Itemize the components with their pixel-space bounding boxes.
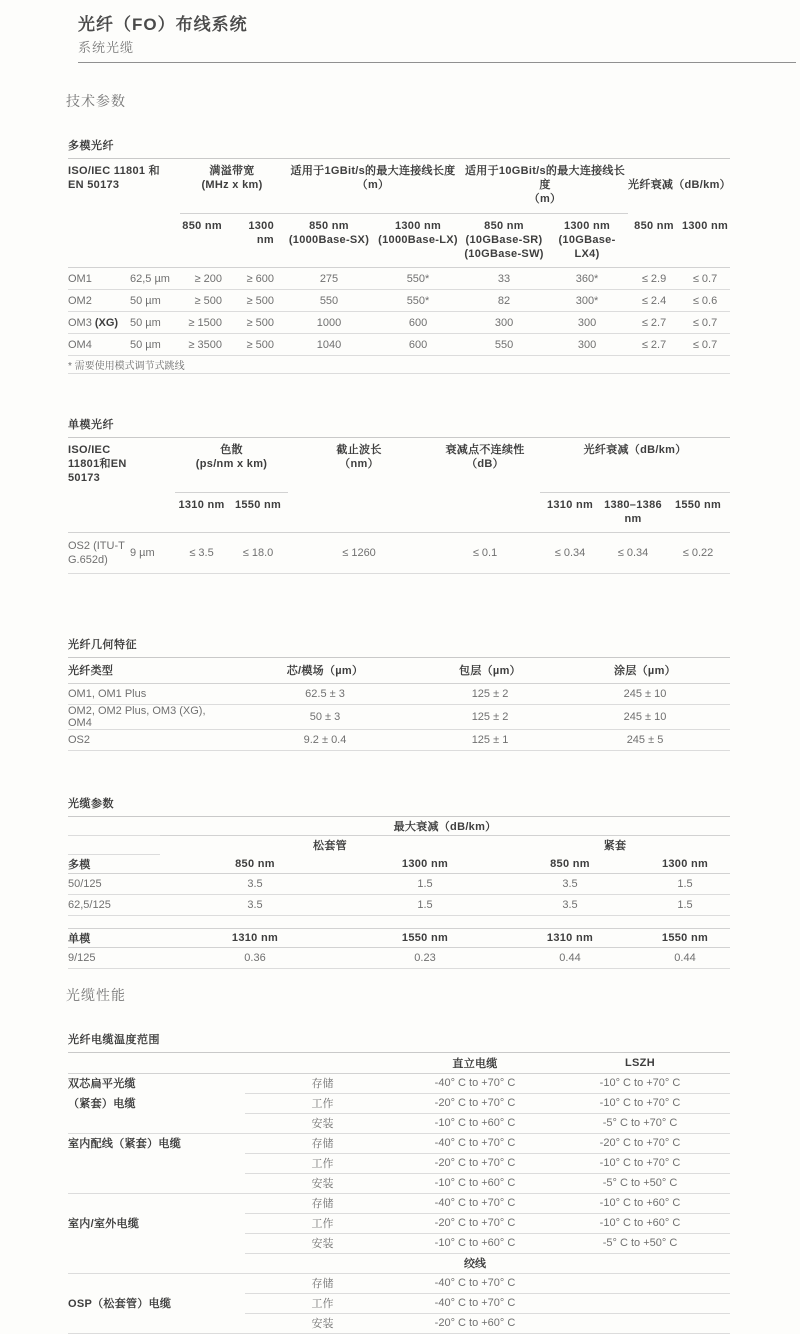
- header-line: (ps/nm x km): [195, 458, 268, 470]
- cell: ≤ 2.7: [628, 334, 680, 356]
- cell: 62.5 ± 3: [230, 683, 420, 704]
- cell: ≤ 0.34: [600, 532, 666, 573]
- table-row: [68, 855, 730, 874]
- standard-line: ISO/IEC: [68, 444, 111, 456]
- cell: 82: [462, 290, 546, 312]
- fiber-type-line: G.652d): [68, 553, 108, 566]
- cell: 1040: [284, 334, 374, 356]
- cell: 300*: [546, 290, 628, 312]
- cable-params-block: [68, 795, 730, 970]
- header-cell-empty: [68, 492, 175, 532]
- header-cell-1300: 1300 nm: [350, 855, 500, 874]
- cell-fiber-type: [68, 312, 130, 334]
- cell: 245 ± 10: [560, 683, 730, 704]
- cell: ≤ 0.7: [680, 334, 730, 356]
- table-row: [68, 817, 730, 836]
- cell: 300: [546, 334, 628, 356]
- cell: ≤ 1260: [288, 532, 430, 573]
- cell: 0.23: [350, 948, 500, 969]
- fiber-type-suffix: (XG): [94, 316, 119, 329]
- cell: 125 ± 2: [420, 704, 560, 729]
- header-cell-singlemode: 单模: [68, 929, 160, 948]
- header-cell-1300-lx4: [546, 214, 628, 268]
- cell: 550*: [374, 290, 462, 312]
- header-line: 850 nm: [309, 220, 349, 232]
- cell-empty: [68, 1193, 245, 1213]
- header-line: 850 nm: [484, 220, 524, 232]
- header-line: (1000Base-SX): [288, 234, 370, 246]
- table-row: [68, 438, 730, 492]
- cell-empty: [68, 1233, 245, 1253]
- cell: ≥ 3500: [180, 334, 232, 356]
- cell-empty: [68, 1173, 245, 1193]
- cell-condition: 安装: [245, 1313, 400, 1333]
- cell: 245 ± 5: [560, 729, 730, 750]
- table-row: [68, 704, 730, 729]
- content-performance: [68, 1031, 730, 1334]
- table-row-om2: [68, 290, 730, 312]
- header-cell-1300: 1300 nm: [232, 214, 284, 268]
- cell: 275: [284, 268, 374, 290]
- cell: ≥ 500: [232, 312, 284, 334]
- page-title: 光纤（FO）布线系统: [78, 15, 248, 34]
- cell-riser-temp: -40° C to +70° C: [400, 1193, 550, 1213]
- singlemode-table-block: [68, 416, 730, 574]
- header-cell-cladding: 包层（µm）: [420, 658, 560, 684]
- cell-fiber-type: [68, 290, 130, 312]
- cell-core: 50 µm: [130, 334, 180, 356]
- cell-condition: 工作: [245, 1293, 400, 1313]
- standard-line: EN 50173: [68, 179, 120, 191]
- table-caption: 光纤电缆温度范围: [68, 1031, 730, 1053]
- header-cell-attenuation: 光纤衰减（dB/km）: [540, 438, 730, 492]
- cell-core: 9 µm: [130, 532, 175, 573]
- header-line: 色散: [220, 444, 243, 456]
- table-row-om1: [68, 268, 730, 290]
- temperature-table-block: [68, 1031, 730, 1334]
- cell-condition: 存储: [245, 1193, 400, 1213]
- cell: ≤ 2.4: [628, 290, 680, 312]
- table-row-om3: [68, 312, 730, 334]
- table-row: [68, 159, 730, 214]
- geometry-table-block: [68, 636, 730, 751]
- table-row-om4: [68, 334, 730, 356]
- cell: ≥ 1500: [180, 312, 232, 334]
- table-row: [68, 1133, 730, 1153]
- header-cell-empty: [68, 214, 180, 268]
- header-cell-1550: 1550 nm: [228, 492, 288, 532]
- header-cell-empty: [245, 1053, 400, 1073]
- cell: 1.5: [640, 895, 730, 916]
- cell-condition: 存储: [245, 1133, 400, 1153]
- cell-cable-type: （紧套）电缆: [68, 1098, 136, 1110]
- cell-condition: 存储: [245, 1073, 400, 1093]
- cell: ≤ 0.7: [680, 312, 730, 334]
- cell-riser-temp: -10° C to +60° C: [400, 1113, 550, 1133]
- table-row-os2: [68, 532, 730, 573]
- multimode-table: [68, 159, 730, 374]
- cell: 9.2 ± 0.4: [230, 729, 420, 750]
- header-cell-bandwidth: [180, 159, 284, 214]
- header-cell-850: 850 nm: [500, 855, 640, 874]
- table-row: [68, 1293, 730, 1313]
- cell: ≤ 0.7: [680, 268, 730, 290]
- cell: 125 ± 2: [420, 683, 560, 704]
- header-cell-empty: [430, 492, 540, 532]
- table-row: [68, 895, 730, 916]
- cell-riser-temp: -40° C to +70° C: [400, 1073, 550, 1093]
- header-line: (1000Base-LX): [378, 234, 458, 246]
- table-caption: 光纤几何特征: [68, 636, 730, 658]
- multimode-table-block: [68, 137, 730, 374]
- footnote: * 需要使用模式调节式跳线: [68, 356, 730, 374]
- header-cell-standard: [68, 159, 180, 214]
- header-cell-fiber-type: 光纤类型: [68, 658, 230, 684]
- header-cell-tight-buffer: 紧套: [603, 840, 627, 853]
- header-line: 适用于10GBit/s的最大连接线长度: [465, 165, 626, 191]
- header-cell-850: 850 nm: [180, 214, 232, 268]
- standard-line: ISO/IEC 11801 和: [68, 165, 160, 177]
- table-row: [68, 1113, 730, 1133]
- cell-lszh-temp: -10° C to +60° C: [550, 1193, 730, 1213]
- header-cell-850-sr-sw: [462, 214, 546, 268]
- table-row: [68, 683, 730, 704]
- section-heading-tech: 技术参数: [66, 93, 126, 109]
- cell-condition: 安装: [245, 1113, 400, 1133]
- header-cell-core-mode-field: 芯/模场（µm）: [230, 658, 420, 684]
- header-line: 满溢带宽: [209, 165, 255, 177]
- header-cell-discontinuity: [430, 438, 540, 492]
- cell-lszh-temp: [550, 1313, 730, 1333]
- cell-lszh-temp: -10° C to +60° C: [550, 1213, 730, 1233]
- header-cell-1310: 1310 nm: [500, 929, 640, 948]
- cell: 360*: [546, 268, 628, 290]
- header-cell-1gbit: [284, 159, 462, 214]
- fiber-type: OM1: [68, 272, 92, 285]
- header-line: (10GBase-SR): [465, 234, 543, 246]
- cell-label: 62,5/125: [68, 895, 160, 916]
- cell-empty: [245, 1253, 400, 1273]
- cell-riser-temp: -40° C to +70° C: [400, 1133, 550, 1153]
- header-line: 1300 nm: [394, 220, 442, 232]
- cell-empty: [550, 1253, 730, 1273]
- header-cell-850: 850 nm: [160, 855, 350, 874]
- table-row: [68, 836, 730, 855]
- table-row: [68, 658, 730, 684]
- cell-condition: 安装: [245, 1233, 400, 1253]
- cell: 3.5: [500, 895, 640, 916]
- cell: 0.44: [500, 948, 640, 969]
- header-cell-1300-lx: [374, 214, 462, 268]
- cell: ≥ 500: [232, 290, 284, 312]
- header-line: 截止波长: [336, 444, 382, 456]
- header-cell-empty: [288, 492, 430, 532]
- table-row: [68, 1053, 730, 1073]
- cell-riser-temp: -20° C to +60° C: [400, 1313, 550, 1333]
- cell-fiber-type: [68, 334, 130, 356]
- cell-lszh-temp: -10° C to +70° C: [550, 1073, 730, 1093]
- header-cell-att-850: 850 nm: [628, 214, 680, 268]
- singlemode-table: [68, 438, 730, 574]
- fiber-type: OM3: [68, 316, 92, 329]
- header-cell-1550: 1550 nm: [640, 929, 730, 948]
- cell: ≤ 2.7: [628, 312, 680, 334]
- cell: 550: [462, 334, 546, 356]
- header-cell-loose-tube: 松套管: [313, 840, 347, 853]
- cell: ≤ 0.22: [666, 532, 730, 573]
- cell: OM1, OM1 Plus: [68, 683, 230, 704]
- cell-fiber-type: [68, 532, 130, 573]
- cell-riser-temp: -40° C to +70° C: [400, 1273, 550, 1293]
- cell-label: 50/125: [68, 874, 160, 895]
- table-row: [68, 1073, 730, 1093]
- cell: ≥ 600: [232, 268, 284, 290]
- cell: 300: [546, 312, 628, 334]
- header-cell-empty: [68, 1053, 245, 1073]
- table-row: [68, 874, 730, 895]
- table-row: [68, 1193, 730, 1213]
- cell: 50 ± 3: [230, 704, 420, 729]
- cell-core: 50 µm: [130, 312, 180, 334]
- masthead: [78, 14, 796, 63]
- cell-condition: 工作: [245, 1213, 400, 1233]
- cell-cable-type: 室内/室外电缆: [68, 1218, 140, 1230]
- cell-lszh-temp: -10° C to +70° C: [550, 1153, 730, 1173]
- section-heading-performance: 光缆性能: [66, 987, 126, 1003]
- cable-params-table-singlemode: [68, 928, 730, 969]
- cell-riser-temp: -40° C to +70° C: [400, 1293, 550, 1313]
- table-row: [68, 1153, 730, 1173]
- cell-core: 62,5 µm: [130, 268, 180, 290]
- table-row: [68, 1273, 730, 1293]
- header-cell-1310: 1310 nm: [175, 492, 228, 532]
- cell-riser-temp: -10° C to +60° C: [400, 1233, 550, 1253]
- cell: 1.5: [640, 874, 730, 895]
- table-row: [68, 1173, 730, 1193]
- cell-lszh-temp: -20° C to +70° C: [550, 1133, 730, 1153]
- content: [68, 137, 730, 969]
- header-cell-coating: 涂层（µm）: [560, 658, 730, 684]
- cell-empty: [68, 1113, 245, 1133]
- table-caption: 单模光纤: [68, 416, 730, 438]
- cell-lszh-temp: -10° C to +70° C: [550, 1093, 730, 1113]
- cell: ≥ 500: [180, 290, 232, 312]
- masthead-divider: [78, 62, 796, 63]
- cell: 245 ± 10: [560, 704, 730, 729]
- cell: ≤ 3.5: [175, 532, 228, 573]
- cell-empty: [68, 1273, 245, 1293]
- cell: 550*: [374, 268, 462, 290]
- cell-empty: [68, 1253, 245, 1273]
- cell-stranded-header: 绞线: [400, 1253, 550, 1273]
- header-line: （nm）: [339, 458, 379, 470]
- table-row: [68, 214, 730, 268]
- header-cell-1310: 1310 nm: [160, 929, 350, 948]
- cell: 3.5: [160, 895, 350, 916]
- cell-condition: 工作: [245, 1153, 400, 1173]
- header-cell-850-sx: [284, 214, 374, 268]
- table-row-stranded: [68, 1253, 730, 1273]
- cable-params-table-multimode: [68, 817, 730, 917]
- table-caption: 多模光纤: [68, 137, 730, 159]
- cell-lszh-temp: [550, 1273, 730, 1293]
- cell-lszh-temp: -5° C to +50° C: [550, 1173, 730, 1193]
- cell-label: 9/125: [68, 948, 160, 969]
- cell-riser-temp: -20° C to +70° C: [400, 1153, 550, 1173]
- header-cell-attenuation: 光纤衰减（dB/km）: [628, 179, 731, 192]
- header-cell-att-1300: 1300 nm: [680, 214, 730, 268]
- table-row: [68, 1233, 730, 1253]
- cell: 33: [462, 268, 546, 290]
- cell-empty: [68, 1153, 245, 1173]
- cell-cable-type: OSP（松套管）电缆: [68, 1298, 172, 1310]
- cell: 1000: [284, 312, 374, 334]
- cell: OM2, OM2 Plus, OM3 (XG), OM4: [68, 704, 230, 729]
- cell: 1.5: [350, 874, 500, 895]
- temperature-table: [68, 1053, 730, 1334]
- fiber-type: OM2: [68, 294, 92, 307]
- cell-condition: 安装: [245, 1173, 400, 1193]
- header-cell-riser: 直立电缆: [400, 1053, 550, 1073]
- cell-riser-temp: -20° C to +70° C: [400, 1093, 550, 1113]
- header-line: 1300 nm: [563, 220, 611, 232]
- geometry-table: [68, 658, 730, 751]
- header-cell-standard: [68, 438, 175, 492]
- cell: ≤ 0.1: [430, 532, 540, 573]
- cell-lszh-temp: [550, 1293, 730, 1313]
- cell: ≤ 0.6: [680, 290, 730, 312]
- cell: ≥ 200: [180, 268, 232, 290]
- cell: 125 ± 1: [420, 729, 560, 750]
- standard-line: 11801和EN: [68, 458, 127, 470]
- cell-condition: 存储: [245, 1273, 400, 1293]
- cell: 600: [374, 334, 462, 356]
- header-cell-multimode: 多模: [68, 855, 160, 874]
- header-cell-1550: 1550 nm: [350, 929, 500, 948]
- header-cell-lszh: LSZH: [550, 1053, 730, 1073]
- table-row: [68, 1093, 730, 1113]
- header-cell-cutoff: [288, 438, 430, 492]
- header-cell-max-attenuation: 最大衰减（dB/km）: [160, 817, 730, 836]
- cell: 300: [462, 312, 546, 334]
- header-line: （m）: [528, 193, 562, 205]
- cell-fiber-type: [68, 268, 130, 290]
- header-cell-10gbit: [462, 159, 628, 214]
- table-row: [68, 929, 730, 948]
- header-cell-1300: 1300 nm: [640, 855, 730, 874]
- fiber-type: OM4: [68, 338, 92, 351]
- header-line: (MHz x km): [201, 179, 263, 191]
- header-line: （dB）: [466, 458, 504, 470]
- cell-empty: [68, 1313, 245, 1333]
- page-subtitle: 系统光缆: [78, 40, 135, 55]
- cell: 0.36: [160, 948, 350, 969]
- table-row: [68, 492, 730, 532]
- cell-riser-temp: -10° C to +60° C: [400, 1173, 550, 1193]
- header-cell-dispersion: [175, 438, 288, 492]
- cell: ≤ 2.9: [628, 268, 680, 290]
- table-row: [68, 1213, 730, 1233]
- table-row: [68, 948, 730, 969]
- cell: 550: [284, 290, 374, 312]
- cell-lszh-temp: -5° C to +50° C: [550, 1233, 730, 1253]
- cell-core: 50 µm: [130, 290, 180, 312]
- cell: 3.5: [160, 874, 350, 895]
- header-cell-att-1550: 1550 nm: [666, 492, 730, 532]
- header-line: (10GBase-LX4): [558, 234, 616, 260]
- cell: ≤ 18.0: [228, 532, 288, 573]
- table-caption: 光缆参数: [68, 795, 730, 817]
- cell-cable-type: 室内配线（紧套）电缆: [68, 1138, 181, 1151]
- fiber-type-line: OS2 (ITU-T: [68, 539, 125, 552]
- cell-lszh-temp: -5° C to +70° C: [550, 1113, 730, 1133]
- header-cell-att-1380: 1380–1386 nm: [600, 492, 666, 532]
- cell-empty: [68, 836, 160, 855]
- header-cell-att-1310: 1310 nm: [540, 492, 600, 532]
- cell: ≥ 500: [232, 334, 284, 356]
- cell: 600: [374, 312, 462, 334]
- header-line: 适用于1GBit/s的最大连接线长度: [290, 165, 456, 177]
- cell: 3.5: [500, 874, 640, 895]
- page: [0, 14, 800, 1330]
- header-line: (10GBase-SW): [464, 248, 544, 260]
- standard-line: 50173: [68, 472, 101, 484]
- table-row: [68, 1313, 730, 1333]
- cell-cable-type: 双芯扁平光缆: [68, 1078, 136, 1091]
- cell: OS2: [68, 729, 230, 750]
- cell-empty: [68, 817, 160, 836]
- cell: 1.5: [350, 895, 500, 916]
- header-line: 衰减点不连续性: [445, 444, 525, 456]
- cell-riser-temp: -20° C to +70° C: [400, 1213, 550, 1233]
- cell-condition: 工作: [245, 1093, 400, 1113]
- table-footnote-row: [68, 356, 730, 374]
- table-row: [68, 729, 730, 750]
- cell: ≤ 0.34: [540, 532, 600, 573]
- header-line: （m）: [356, 179, 390, 191]
- cell: 0.44: [640, 948, 730, 969]
